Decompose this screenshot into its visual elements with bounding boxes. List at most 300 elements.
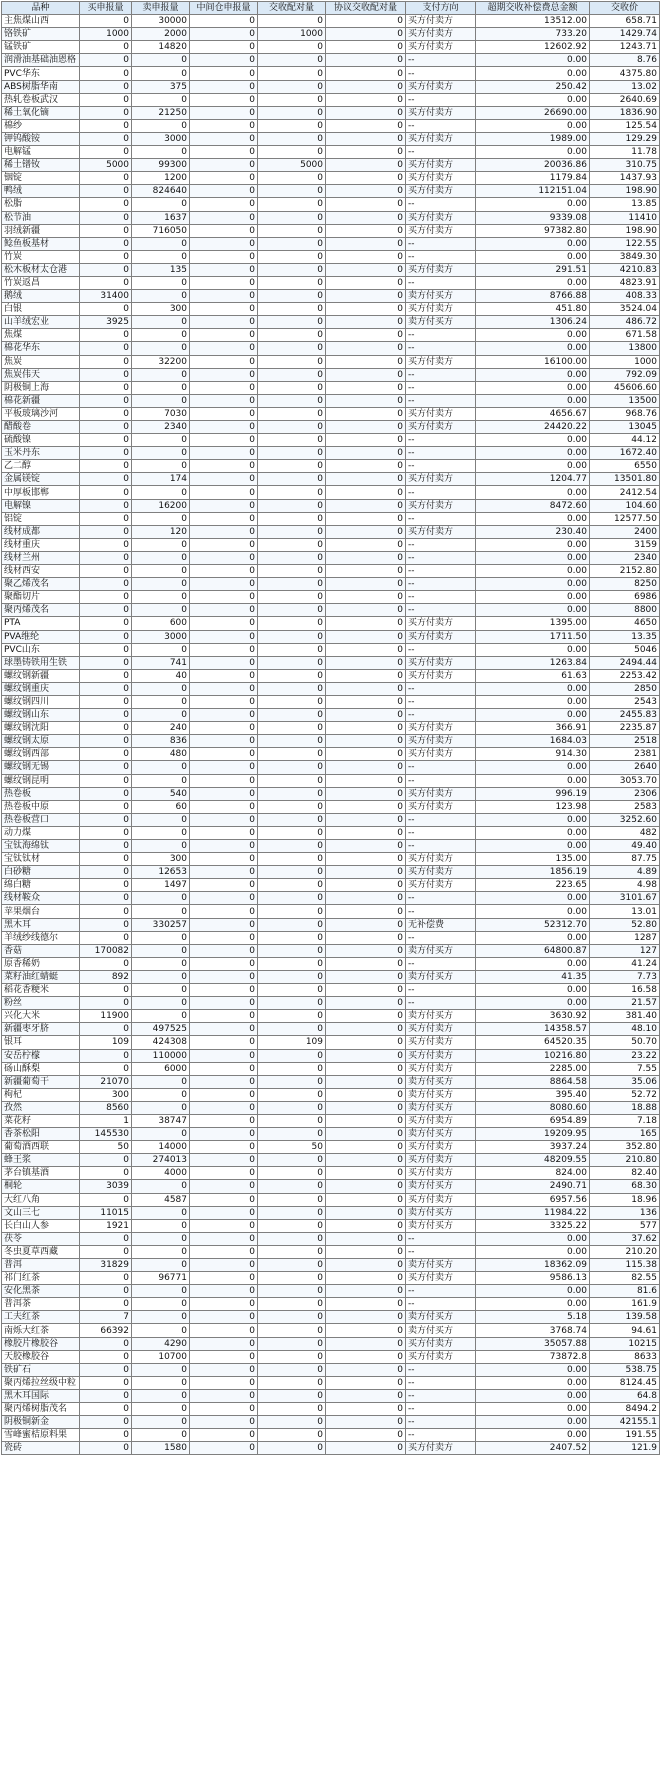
cell-agreement-matched-qty: 0 — [326, 565, 406, 578]
cell-intermediate-declared: 0 — [190, 813, 258, 826]
cell-sell-declared: 3000 — [132, 132, 190, 145]
cell-intermediate-declared: 0 — [190, 15, 258, 28]
cell-compensation-total: 0.00 — [476, 447, 590, 460]
cell-delivery-price: 48.10 — [590, 1023, 660, 1036]
cell-compensation-total: 0.00 — [476, 1389, 590, 1402]
cell-agreement-matched-qty: 0 — [326, 1154, 406, 1167]
cell-agreement-matched-qty: 0 — [326, 1285, 406, 1298]
cell-matched-qty: 0 — [258, 250, 326, 263]
cell-matched-qty: 0 — [258, 1272, 326, 1285]
cell-payment-direction: -- — [406, 997, 476, 1010]
cell-intermediate-declared: 0 — [190, 276, 258, 289]
cell-payment-direction: -- — [406, 591, 476, 604]
cell-compensation-total: 0.00 — [476, 774, 590, 787]
cell-sell-declared: 174 — [132, 473, 190, 486]
cell-matched-qty: 0 — [258, 997, 326, 1010]
cell-delivery-price: 42155.1 — [590, 1416, 660, 1429]
cell-compensation-total: 996.19 — [476, 787, 590, 800]
cell-payment-direction: -- — [406, 250, 476, 263]
cell-variety: 白砂糖 — [2, 866, 80, 879]
cell-agreement-matched-qty: 0 — [326, 591, 406, 604]
cell-agreement-matched-qty: 0 — [326, 1272, 406, 1285]
cell-variety: 桐轮 — [2, 1180, 80, 1193]
cell-delivery-price: 82.55 — [590, 1272, 660, 1285]
cell-sell-declared: 32200 — [132, 355, 190, 368]
cell-payment-direction: -- — [406, 146, 476, 159]
cell-buy-declared: 0 — [80, 499, 132, 512]
cell-compensation-total: 0.00 — [476, 682, 590, 695]
cell-variety: 羊绒纱线德尔 — [2, 931, 80, 944]
cell-intermediate-declared: 0 — [190, 80, 258, 93]
cell-intermediate-declared: 0 — [190, 316, 258, 329]
cell-compensation-total: 64800.87 — [476, 944, 590, 957]
cell-delivery-price: 125.54 — [590, 119, 660, 132]
cell-agreement-matched-qty: 0 — [326, 538, 406, 551]
cell-variety: 动力煤 — [2, 826, 80, 839]
cell-intermediate-declared: 0 — [190, 722, 258, 735]
cell-matched-qty: 0 — [258, 604, 326, 617]
cell-intermediate-declared: 0 — [190, 918, 258, 931]
table-row — [2, 93, 660, 106]
cell-payment-direction: 买方付卖方 — [406, 669, 476, 682]
table-row — [2, 1114, 660, 1127]
cell-variety: 松脂 — [2, 198, 80, 211]
cell-delivery-price: 87.75 — [590, 853, 660, 866]
cell-variety: 大红八角 — [2, 1193, 80, 1206]
cell-agreement-matched-qty: 0 — [326, 1311, 406, 1324]
cell-sell-declared: 0 — [132, 394, 190, 407]
cell-sell-declared: 0 — [132, 944, 190, 957]
cell-buy-declared: 0 — [80, 578, 132, 591]
cell-intermediate-declared: 0 — [190, 853, 258, 866]
table-row — [2, 41, 660, 54]
cell-payment-direction: 买方付卖方 — [406, 15, 476, 28]
cell-intermediate-declared: 0 — [190, 119, 258, 132]
cell-compensation-total: 8080.60 — [476, 1101, 590, 1114]
cell-intermediate-declared: 0 — [190, 368, 258, 381]
cell-variety: 橡胶片橡胶谷 — [2, 1337, 80, 1350]
cell-payment-direction: -- — [406, 93, 476, 106]
cell-delivery-price: 8494.2 — [590, 1403, 660, 1416]
cell-buy-declared: 0 — [80, 905, 132, 918]
cell-agreement-matched-qty: 0 — [326, 1010, 406, 1023]
cell-compensation-total: 0.00 — [476, 997, 590, 1010]
cell-compensation-total: 0.00 — [476, 1285, 590, 1298]
cell-variety: 白银 — [2, 303, 80, 316]
cell-buy-declared: 66392 — [80, 1324, 132, 1337]
cell-sell-declared: 0 — [132, 1311, 190, 1324]
cell-payment-direction: -- — [406, 54, 476, 67]
cell-compensation-total: 0.00 — [476, 434, 590, 447]
table-row — [2, 800, 660, 813]
cell-variety: 螺纹钢太原 — [2, 735, 80, 748]
cell-variety: 新疆枣牙脐 — [2, 1023, 80, 1036]
cell-sell-declared: 0 — [132, 695, 190, 708]
cell-intermediate-declared: 0 — [190, 643, 258, 656]
cell-delivery-price: 8124.45 — [590, 1376, 660, 1389]
table-row — [2, 944, 660, 957]
cell-variety: 天胶橡胶谷 — [2, 1350, 80, 1363]
cell-matched-qty: 0 — [258, 172, 326, 185]
cell-intermediate-declared: 0 — [190, 957, 258, 970]
cell-intermediate-declared: 0 — [190, 748, 258, 761]
cell-intermediate-declared: 0 — [190, 499, 258, 512]
cell-delivery-price: 2381 — [590, 748, 660, 761]
cell-buy-declared: 0 — [80, 892, 132, 905]
cell-agreement-matched-qty: 0 — [326, 735, 406, 748]
cell-delivery-price: 82.40 — [590, 1167, 660, 1180]
cell-matched-qty: 0 — [258, 656, 326, 669]
cell-variety: 螺纹钢无锡 — [2, 761, 80, 774]
cell-sell-declared: 330257 — [132, 918, 190, 931]
cell-sell-declared: 0 — [132, 1010, 190, 1023]
cell-agreement-matched-qty: 0 — [326, 276, 406, 289]
cell-delivery-price: 210.20 — [590, 1245, 660, 1258]
cell-matched-qty: 0 — [258, 1337, 326, 1350]
cell-compensation-total: 0.00 — [476, 1416, 590, 1429]
cell-delivery-price: 2235.87 — [590, 722, 660, 735]
cell-delivery-price: 2412.54 — [590, 486, 660, 499]
cell-buy-declared: 0 — [80, 1272, 132, 1285]
table-row — [2, 329, 660, 342]
cell-sell-declared: 135 — [132, 263, 190, 276]
cell-delivery-price: 161.9 — [590, 1298, 660, 1311]
table-row — [2, 931, 660, 944]
cell-intermediate-declared: 0 — [190, 132, 258, 145]
cell-payment-direction: 卖方付买方 — [406, 1206, 476, 1219]
cell-payment-direction: 买方付卖方 — [406, 355, 476, 368]
table-row — [2, 198, 660, 211]
cell-sell-declared: 0 — [132, 1180, 190, 1193]
cell-delivery-price: 13.02 — [590, 80, 660, 93]
cell-agreement-matched-qty: 0 — [326, 997, 406, 1010]
cell-variety: 乙二醇 — [2, 460, 80, 473]
cell-sell-declared: 0 — [132, 368, 190, 381]
cell-payment-direction: -- — [406, 237, 476, 250]
cell-variety: 长白山人参 — [2, 1219, 80, 1232]
cell-sell-declared: 0 — [132, 1219, 190, 1232]
cell-payment-direction: 卖方付买方 — [406, 1324, 476, 1337]
cell-buy-declared: 0 — [80, 1442, 132, 1455]
cell-agreement-matched-qty: 0 — [326, 970, 406, 983]
cell-intermediate-declared: 0 — [190, 944, 258, 957]
cell-compensation-total: 0.00 — [476, 931, 590, 944]
cell-sell-declared: 4290 — [132, 1337, 190, 1350]
cell-matched-qty: 0 — [258, 276, 326, 289]
cell-compensation-total: 3768.74 — [476, 1324, 590, 1337]
cell-compensation-total: 6954.89 — [476, 1114, 590, 1127]
header-agreement-matched-qty: 协议交收配对量 — [326, 2, 406, 15]
cell-payment-direction: 买方付卖方 — [406, 1350, 476, 1363]
cell-buy-declared: 0 — [80, 276, 132, 289]
cell-agreement-matched-qty: 0 — [326, 984, 406, 997]
cell-intermediate-declared: 0 — [190, 185, 258, 198]
cell-buy-declared: 0 — [80, 695, 132, 708]
table-row — [2, 774, 660, 787]
cell-payment-direction: 买方付卖方 — [406, 303, 476, 316]
cell-payment-direction: -- — [406, 761, 476, 774]
cell-compensation-total: 61.63 — [476, 669, 590, 682]
cell-compensation-total: 14358.57 — [476, 1023, 590, 1036]
cell-buy-declared: 0 — [80, 106, 132, 119]
cell-intermediate-declared: 0 — [190, 460, 258, 473]
cell-matched-qty: 0 — [258, 1232, 326, 1245]
cell-buy-declared: 0 — [80, 551, 132, 564]
cell-compensation-total: 0.00 — [476, 709, 590, 722]
cell-sell-declared: 480 — [132, 748, 190, 761]
cell-sell-declared: 40 — [132, 669, 190, 682]
cell-sell-declared: 0 — [132, 1245, 190, 1258]
cell-matched-qty: 0 — [258, 1010, 326, 1023]
cell-agreement-matched-qty: 0 — [326, 1023, 406, 1036]
cell-agreement-matched-qty: 0 — [326, 1075, 406, 1088]
cell-delivery-price: 4.89 — [590, 866, 660, 879]
cell-compensation-total: 16100.00 — [476, 355, 590, 368]
cell-sell-declared: 0 — [132, 119, 190, 132]
cell-sell-declared: 0 — [132, 682, 190, 695]
cell-intermediate-declared: 0 — [190, 1101, 258, 1114]
cell-variety: 焦炭 — [2, 355, 80, 368]
table-row — [2, 146, 660, 159]
table-row — [2, 67, 660, 80]
cell-intermediate-declared: 0 — [190, 421, 258, 434]
cell-payment-direction: -- — [406, 512, 476, 525]
cell-compensation-total: 0.00 — [476, 276, 590, 289]
cell-agreement-matched-qty: 0 — [326, 1363, 406, 1376]
cell-delivery-price: 4375.80 — [590, 67, 660, 80]
cell-matched-qty: 0 — [258, 970, 326, 983]
cell-agreement-matched-qty: 0 — [326, 146, 406, 159]
cell-matched-qty: 0 — [258, 800, 326, 813]
cell-delivery-price: 18.88 — [590, 1101, 660, 1114]
table-row — [2, 551, 660, 564]
cell-matched-qty: 0 — [258, 813, 326, 826]
cell-agreement-matched-qty: 0 — [326, 722, 406, 735]
table-row — [2, 970, 660, 983]
cell-intermediate-declared: 0 — [190, 709, 258, 722]
cell-intermediate-declared: 0 — [190, 1429, 258, 1442]
cell-matched-qty: 0 — [258, 303, 326, 316]
cell-payment-direction: 买方付卖方 — [406, 748, 476, 761]
cell-compensation-total: 19209.95 — [476, 1128, 590, 1141]
cell-compensation-total: 9339.08 — [476, 211, 590, 224]
cell-agreement-matched-qty: 0 — [326, 905, 406, 918]
table-row — [2, 237, 660, 250]
cell-compensation-total: 250.42 — [476, 80, 590, 93]
cell-matched-qty: 0 — [258, 119, 326, 132]
cell-sell-declared: 60 — [132, 800, 190, 813]
cell-delivery-price: 52.72 — [590, 1088, 660, 1101]
cell-matched-qty: 0 — [258, 316, 326, 329]
cell-buy-declared: 0 — [80, 421, 132, 434]
cell-sell-declared: 0 — [132, 643, 190, 656]
cell-variety: 瓷砖 — [2, 1442, 80, 1455]
cell-variety: 雪峰蜜桔原料果 — [2, 1429, 80, 1442]
cell-buy-declared: 0 — [80, 1403, 132, 1416]
cell-variety: 平板玻璃沙河 — [2, 407, 80, 420]
cell-intermediate-declared: 0 — [190, 1245, 258, 1258]
cell-variety: 新疆葡萄干 — [2, 1075, 80, 1088]
cell-variety: PTA — [2, 617, 80, 630]
cell-sell-declared: 0 — [132, 997, 190, 1010]
cell-variety: 鹅绒 — [2, 290, 80, 303]
table-row — [2, 1128, 660, 1141]
table-row — [2, 355, 660, 368]
cell-intermediate-declared: 0 — [190, 800, 258, 813]
cell-variety: 锰铁矿 — [2, 41, 80, 54]
cell-matched-qty: 0 — [258, 1376, 326, 1389]
cell-matched-qty: 0 — [258, 80, 326, 93]
cell-payment-direction: -- — [406, 931, 476, 944]
cell-intermediate-declared: 0 — [190, 997, 258, 1010]
cell-variety: 稻花香粳米 — [2, 984, 80, 997]
cell-delivery-price: 310.75 — [590, 159, 660, 172]
cell-intermediate-declared: 0 — [190, 1023, 258, 1036]
table-row — [2, 787, 660, 800]
table-row — [2, 54, 660, 67]
cell-compensation-total: 0.00 — [476, 551, 590, 564]
cell-compensation-total: 0.00 — [476, 381, 590, 394]
cell-matched-qty: 0 — [258, 1298, 326, 1311]
cell-buy-declared: 0 — [80, 237, 132, 250]
cell-agreement-matched-qty: 0 — [326, 604, 406, 617]
cell-agreement-matched-qty: 0 — [326, 1298, 406, 1311]
cell-variety: 棉花新疆 — [2, 394, 80, 407]
cell-delivery-price: 2152.80 — [590, 565, 660, 578]
cell-compensation-total: 0.00 — [476, 538, 590, 551]
cell-agreement-matched-qty: 0 — [326, 656, 406, 669]
cell-buy-declared: 0 — [80, 918, 132, 931]
table-row — [2, 669, 660, 682]
cell-sell-declared: 716050 — [132, 224, 190, 237]
cell-sell-declared: 21250 — [132, 106, 190, 119]
cell-variety: PVA维纶 — [2, 630, 80, 643]
cell-delivery-price: 2455.83 — [590, 709, 660, 722]
cell-variety: 聚酯切片 — [2, 591, 80, 604]
cell-delivery-price: 18.96 — [590, 1193, 660, 1206]
table-row — [2, 1442, 660, 1455]
cell-matched-qty: 0 — [258, 394, 326, 407]
cell-buy-declared: 0 — [80, 1337, 132, 1350]
cell-variety: 鲶鱼板基材 — [2, 237, 80, 250]
cell-intermediate-declared: 0 — [190, 1232, 258, 1245]
cell-compensation-total: 0.00 — [476, 54, 590, 67]
table-header-row — [2, 2, 660, 15]
cell-payment-direction: -- — [406, 1429, 476, 1442]
cell-intermediate-declared: 0 — [190, 342, 258, 355]
cell-variety: 黑木耳 — [2, 918, 80, 931]
cell-compensation-total: 1711.50 — [476, 630, 590, 643]
cell-intermediate-declared: 0 — [190, 905, 258, 918]
cell-matched-qty: 0 — [258, 669, 326, 682]
cell-payment-direction: -- — [406, 813, 476, 826]
cell-payment-direction: 买方付卖方 — [406, 1337, 476, 1350]
cell-agreement-matched-qty: 0 — [326, 800, 406, 813]
cell-intermediate-declared: 0 — [190, 1442, 258, 1455]
cell-intermediate-declared: 0 — [190, 224, 258, 237]
cell-buy-declared: 0 — [80, 630, 132, 643]
cell-agreement-matched-qty: 0 — [326, 1429, 406, 1442]
cell-buy-declared: 1 — [80, 1114, 132, 1127]
cell-compensation-total: 64520.35 — [476, 1036, 590, 1049]
cell-buy-declared: 0 — [80, 303, 132, 316]
cell-agreement-matched-qty: 0 — [326, 41, 406, 54]
cell-matched-qty: 0 — [258, 918, 326, 931]
cell-sell-declared: 10700 — [132, 1350, 190, 1363]
cell-payment-direction: -- — [406, 774, 476, 787]
cell-payment-direction: 买方付卖方 — [406, 499, 476, 512]
cell-agreement-matched-qty: 0 — [326, 1141, 406, 1154]
cell-delivery-price: 49.40 — [590, 840, 660, 853]
cell-matched-qty: 0 — [258, 709, 326, 722]
table-row — [2, 80, 660, 93]
cell-buy-declared: 0 — [80, 840, 132, 853]
cell-agreement-matched-qty: 0 — [326, 119, 406, 132]
cell-sell-declared: 0 — [132, 984, 190, 997]
cell-intermediate-declared: 0 — [190, 290, 258, 303]
cell-payment-direction: 卖方付买方 — [406, 944, 476, 957]
cell-matched-qty: 0 — [258, 1442, 326, 1455]
cell-intermediate-declared: 0 — [190, 787, 258, 800]
cell-buy-declared: 3039 — [80, 1180, 132, 1193]
cell-sell-declared: 300 — [132, 303, 190, 316]
cell-sell-declared: 0 — [132, 1285, 190, 1298]
cell-intermediate-declared: 0 — [190, 41, 258, 54]
cell-payment-direction: 卖方付买方 — [406, 1311, 476, 1324]
cell-sell-declared: 14820 — [132, 41, 190, 54]
cell-payment-direction: -- — [406, 276, 476, 289]
cell-buy-declared: 0 — [80, 54, 132, 67]
cell-buy-declared: 0 — [80, 826, 132, 839]
cell-sell-declared: 274013 — [132, 1154, 190, 1167]
cell-delivery-price: 1672.40 — [590, 447, 660, 460]
cell-compensation-total: 0.00 — [476, 957, 590, 970]
cell-payment-direction: -- — [406, 1416, 476, 1429]
cell-buy-declared: 0 — [80, 211, 132, 224]
cell-variety: 兴化大米 — [2, 1010, 80, 1023]
cell-intermediate-declared: 0 — [190, 565, 258, 578]
cell-payment-direction: 买方付卖方 — [406, 866, 476, 879]
table-row — [2, 538, 660, 551]
cell-buy-declared: 170082 — [80, 944, 132, 957]
table-row — [2, 905, 660, 918]
table-row — [2, 617, 660, 630]
cell-buy-declared: 0 — [80, 1298, 132, 1311]
cell-sell-declared: 0 — [132, 957, 190, 970]
table-row — [2, 997, 660, 1010]
cell-payment-direction: 买方付卖方 — [406, 1036, 476, 1049]
cell-intermediate-declared: 0 — [190, 1062, 258, 1075]
cell-intermediate-declared: 0 — [190, 840, 258, 853]
cell-compensation-total: 0.00 — [476, 695, 590, 708]
cell-sell-declared: 0 — [132, 93, 190, 106]
cell-payment-direction: 买方付卖方 — [406, 1154, 476, 1167]
cell-matched-qty: 0 — [258, 434, 326, 447]
cell-compensation-total: 3937.24 — [476, 1141, 590, 1154]
cell-matched-qty: 109 — [258, 1036, 326, 1049]
cell-intermediate-declared: 0 — [190, 486, 258, 499]
cell-payment-direction: -- — [406, 551, 476, 564]
cell-matched-qty: 0 — [258, 565, 326, 578]
cell-delivery-price: 8800 — [590, 604, 660, 617]
cell-sell-declared: 38747 — [132, 1114, 190, 1127]
cell-buy-declared: 0 — [80, 80, 132, 93]
cell-compensation-total: 6957.56 — [476, 1193, 590, 1206]
cell-sell-declared: 0 — [132, 146, 190, 159]
cell-payment-direction: 卖方付买方 — [406, 290, 476, 303]
cell-sell-declared: 0 — [132, 1416, 190, 1429]
cell-matched-qty: 0 — [258, 185, 326, 198]
